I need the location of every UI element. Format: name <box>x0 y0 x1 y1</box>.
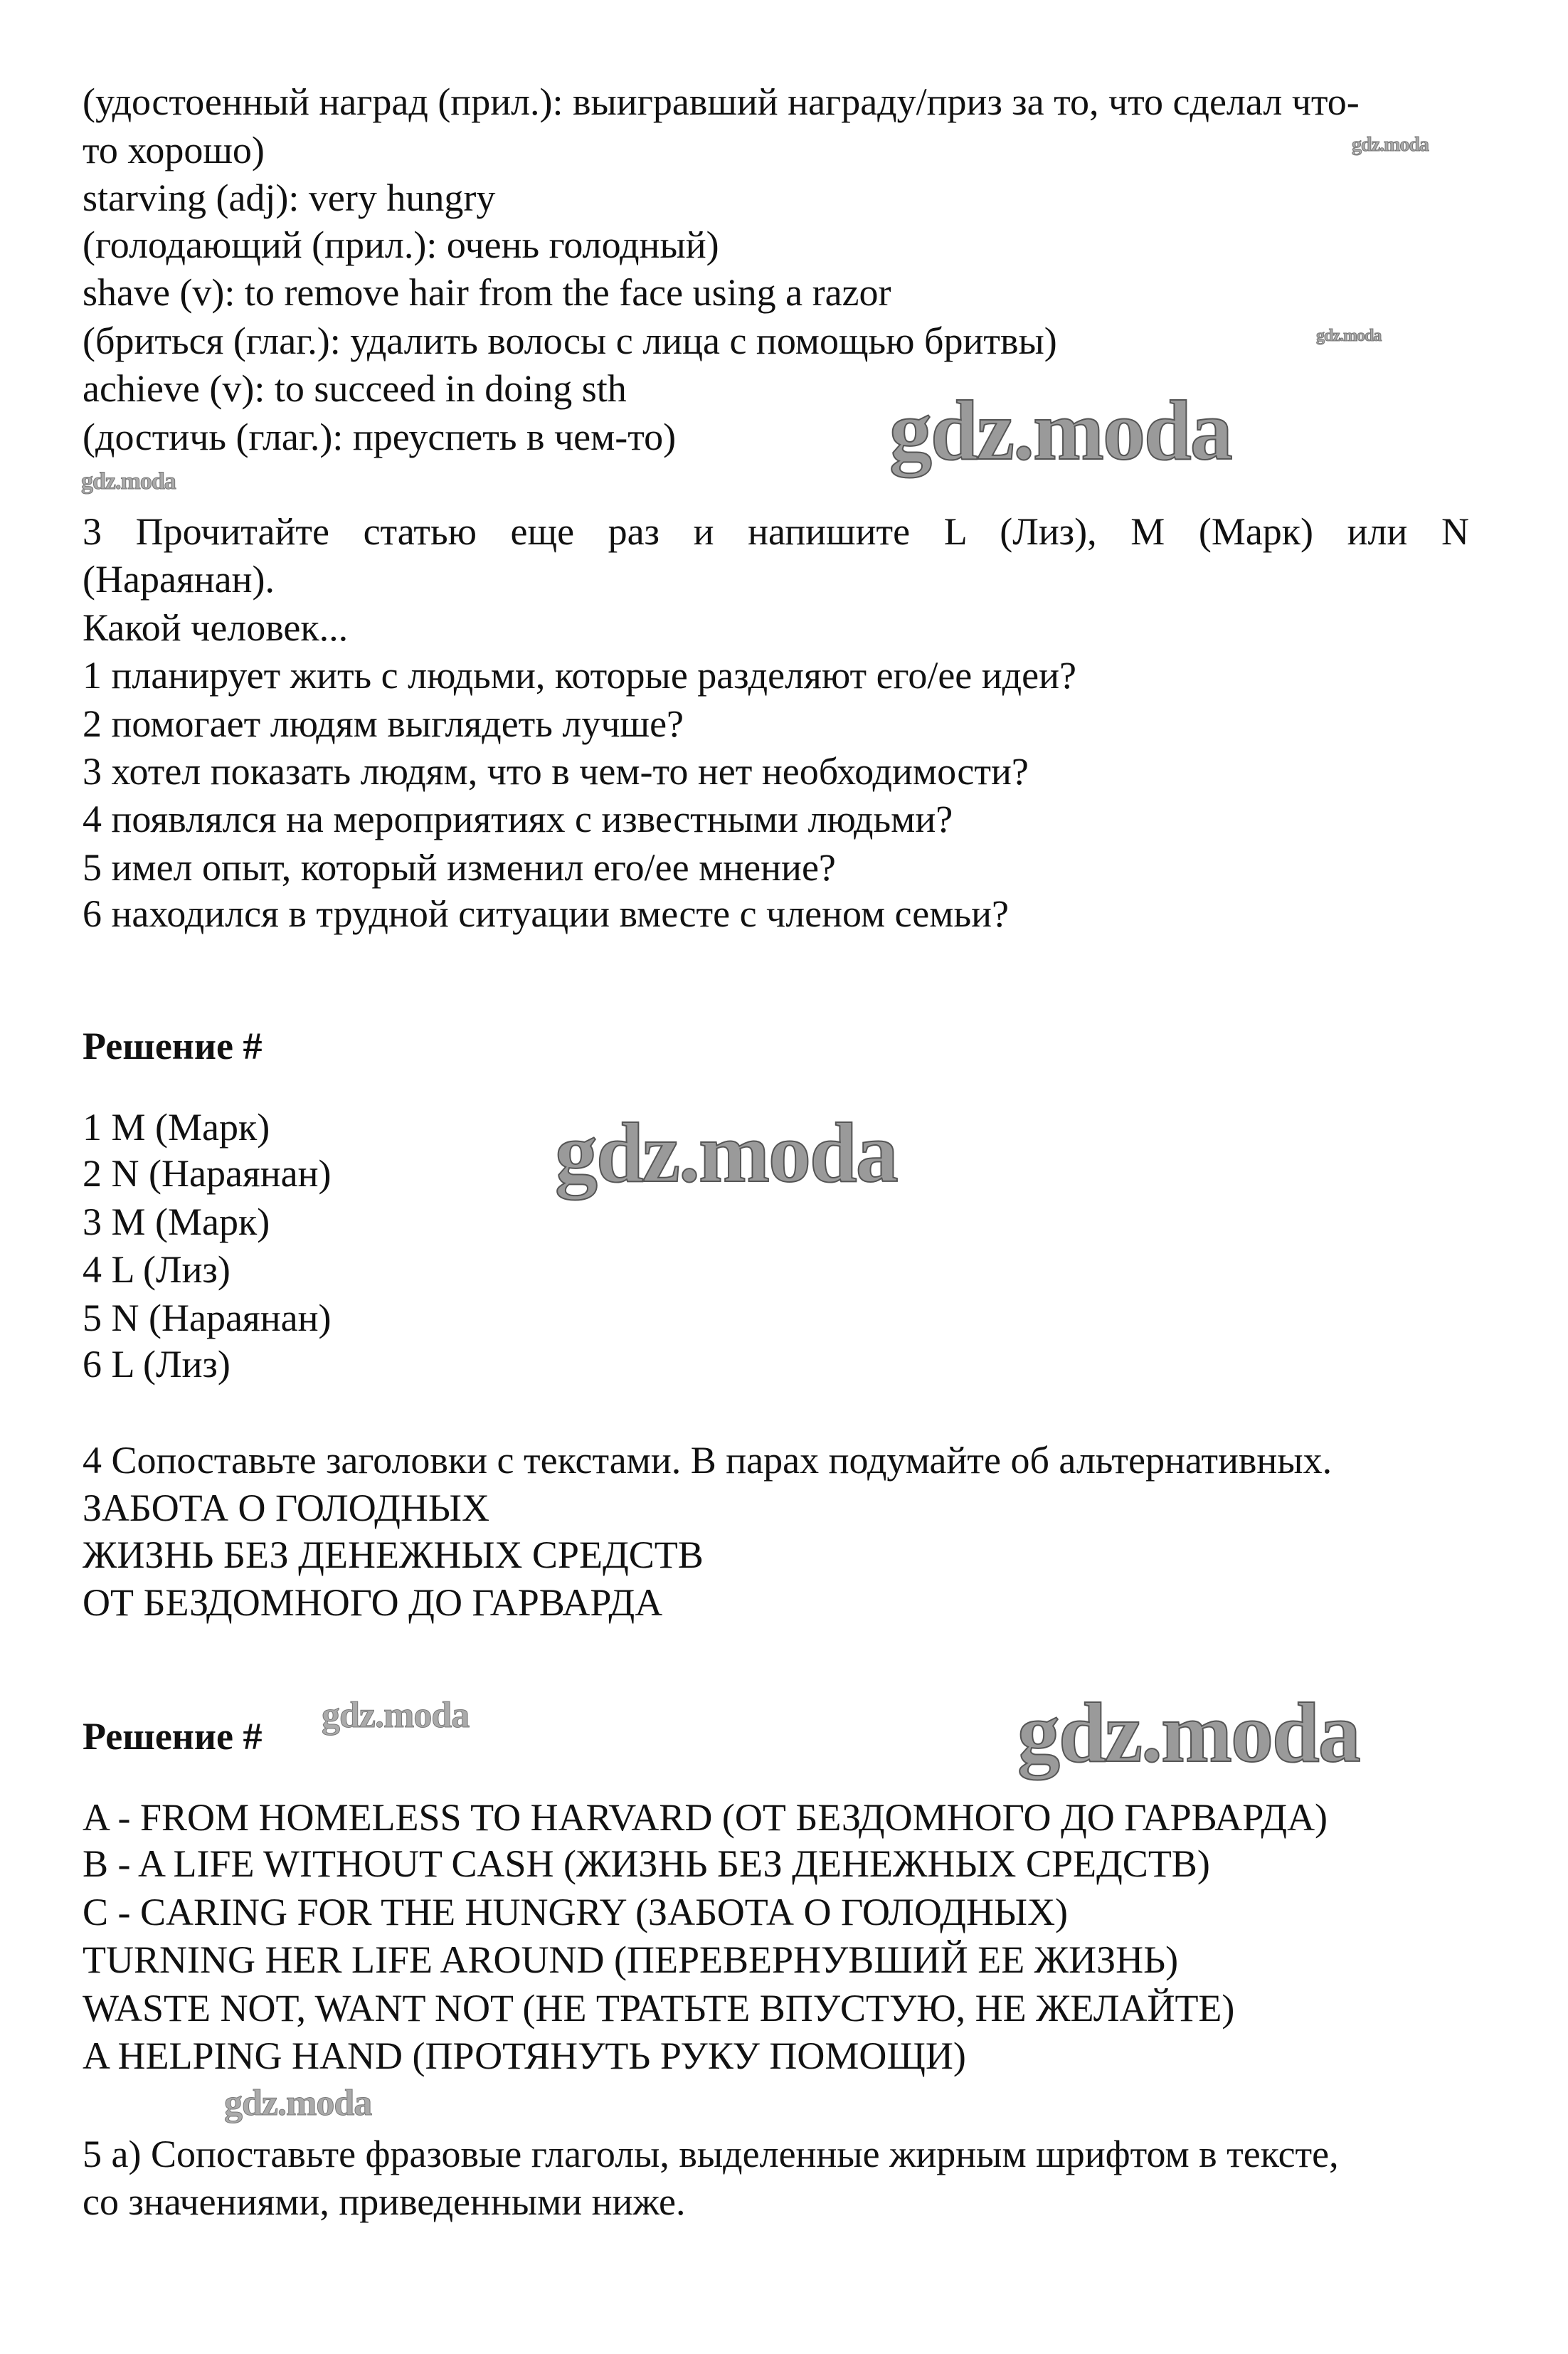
task3-question: Какой человек... <box>83 606 349 649</box>
watermark-logo: gdz.moda <box>1316 327 1382 345</box>
answer-line: WASTE NOT, WANT NOT (НЕ ТРАТЬТЕ ВПУСТУЮ, НЕ ЖЕЛАЙТЕ) <box>83 1987 1235 2030</box>
solution-heading: Решение # <box>83 1715 263 1758</box>
answer-line: 4 L (Лиз) <box>83 1248 231 1291</box>
task4-heading: ЗАБОТА О ГОЛОДНЫХ <box>83 1487 490 1529</box>
definition-line: (голодающий (прил.): очень голодный) <box>83 223 719 266</box>
task3-item: 2 помогает людям выглядеть лучше? <box>83 702 684 745</box>
answer-line: TURNING HER LIFE AROUND (ПЕРЕВЕРНУВШИЙ ЕЕ ЖИЗНЬ) <box>83 1938 1179 1981</box>
watermark-logo: gdz.moda <box>555 1105 897 1200</box>
definition-line: (достичь (глаг.): преуспеть в чем-то) <box>83 416 677 458</box>
watermark-logo: gdz.moda <box>1352 134 1429 156</box>
definition-line: (бриться (глаг.): удалить волосы с лица с помощью бритвы) <box>83 320 1057 362</box>
task3-item: 6 находился в трудной ситуации вместе с членом семьи? <box>83 892 1009 935</box>
watermark-logo: gdz.moda <box>889 383 1231 477</box>
task3-prompt-cont: (Нараянан). <box>83 558 275 601</box>
answer-line: A HELPING HAND (ПРОТЯНУТЬ РУКУ ПОМОЩИ) <box>83 2034 966 2077</box>
answer-line: B - A LIFE WITHOUT CASH (ЖИЗНЬ БЕЗ ДЕНЕЖНЫХ СРЕДСТВ) <box>83 1842 1210 1885</box>
task4-prompt: 4 Сопоставьте заголовки с текстами. В парах подумайте об альтернативных. <box>83 1439 1333 1482</box>
answer-line: 3 M (Марк) <box>83 1200 270 1243</box>
task5-prompt-cont: со значениями, приведенными ниже. <box>83 2180 686 2223</box>
definition-line: achieve (v): to succeed in doing sth <box>83 367 627 410</box>
definition-line: (удостоенный наград (прил.): выигравший награду/приз за то, что сделал что- <box>83 80 1360 123</box>
task3-item: 3 хотел показать людям, что в чем-то нет необходимости? <box>83 750 1029 793</box>
answer-line: 6 L (Лиз) <box>83 1343 231 1386</box>
task3-item: 1 планирует жить с людьми, которые разделяют его/ее идеи? <box>83 654 1076 697</box>
watermark-logo: gdz.moda <box>322 1695 470 1736</box>
task5-prompt: 5 a) Сопоставьте фразовые глаголы, выделенные жирным шрифтом в тексте, <box>83 2133 1339 2175</box>
watermark-logo: gdz.moda <box>224 2083 372 2123</box>
answer-line: 2 N (Нараянан) <box>83 1152 332 1195</box>
definition-line: starving (adj): very hungry <box>83 176 496 219</box>
task4-heading: ОТ БЕЗДОМНОГО ДО ГАРВАРДА <box>83 1581 663 1624</box>
definition-line: shave (v): to remove hair from the face using a razor <box>83 271 891 314</box>
watermark-logo: gdz.moda <box>1017 1685 1360 1780</box>
answer-line: A - FROM HOMELESS TO HARVARD (ОТ БЕЗДОМНОГО ДО ГАРВАРДА) <box>83 1796 1328 1839</box>
task4-heading: ЖИЗНЬ БЕЗ ДЕНЕЖНЫХ СРЕДСТВ <box>83 1534 704 1576</box>
task3-prompt: 3 Прочитайте статью еще раз и напишите L (Лиз), M (Марк) или N <box>83 510 1469 553</box>
definition-line: то хорошо) <box>83 129 265 171</box>
answer-line: 5 N (Нараянан) <box>83 1297 332 1339</box>
task3-item: 4 появлялся на мероприятиях с известными людьми? <box>83 798 953 840</box>
watermark-logo: gdz.moda <box>81 468 176 495</box>
answer-line: 1 M (Марк) <box>83 1106 270 1149</box>
answer-line: C - CARING FOR THE HUNGRY (ЗАБОТА О ГОЛОДНЫХ) <box>83 1891 1069 1933</box>
solution-heading: Решение # <box>83 1025 263 1067</box>
task3-item: 5 имел опыт, который изменил его/ее мнение? <box>83 846 836 889</box>
